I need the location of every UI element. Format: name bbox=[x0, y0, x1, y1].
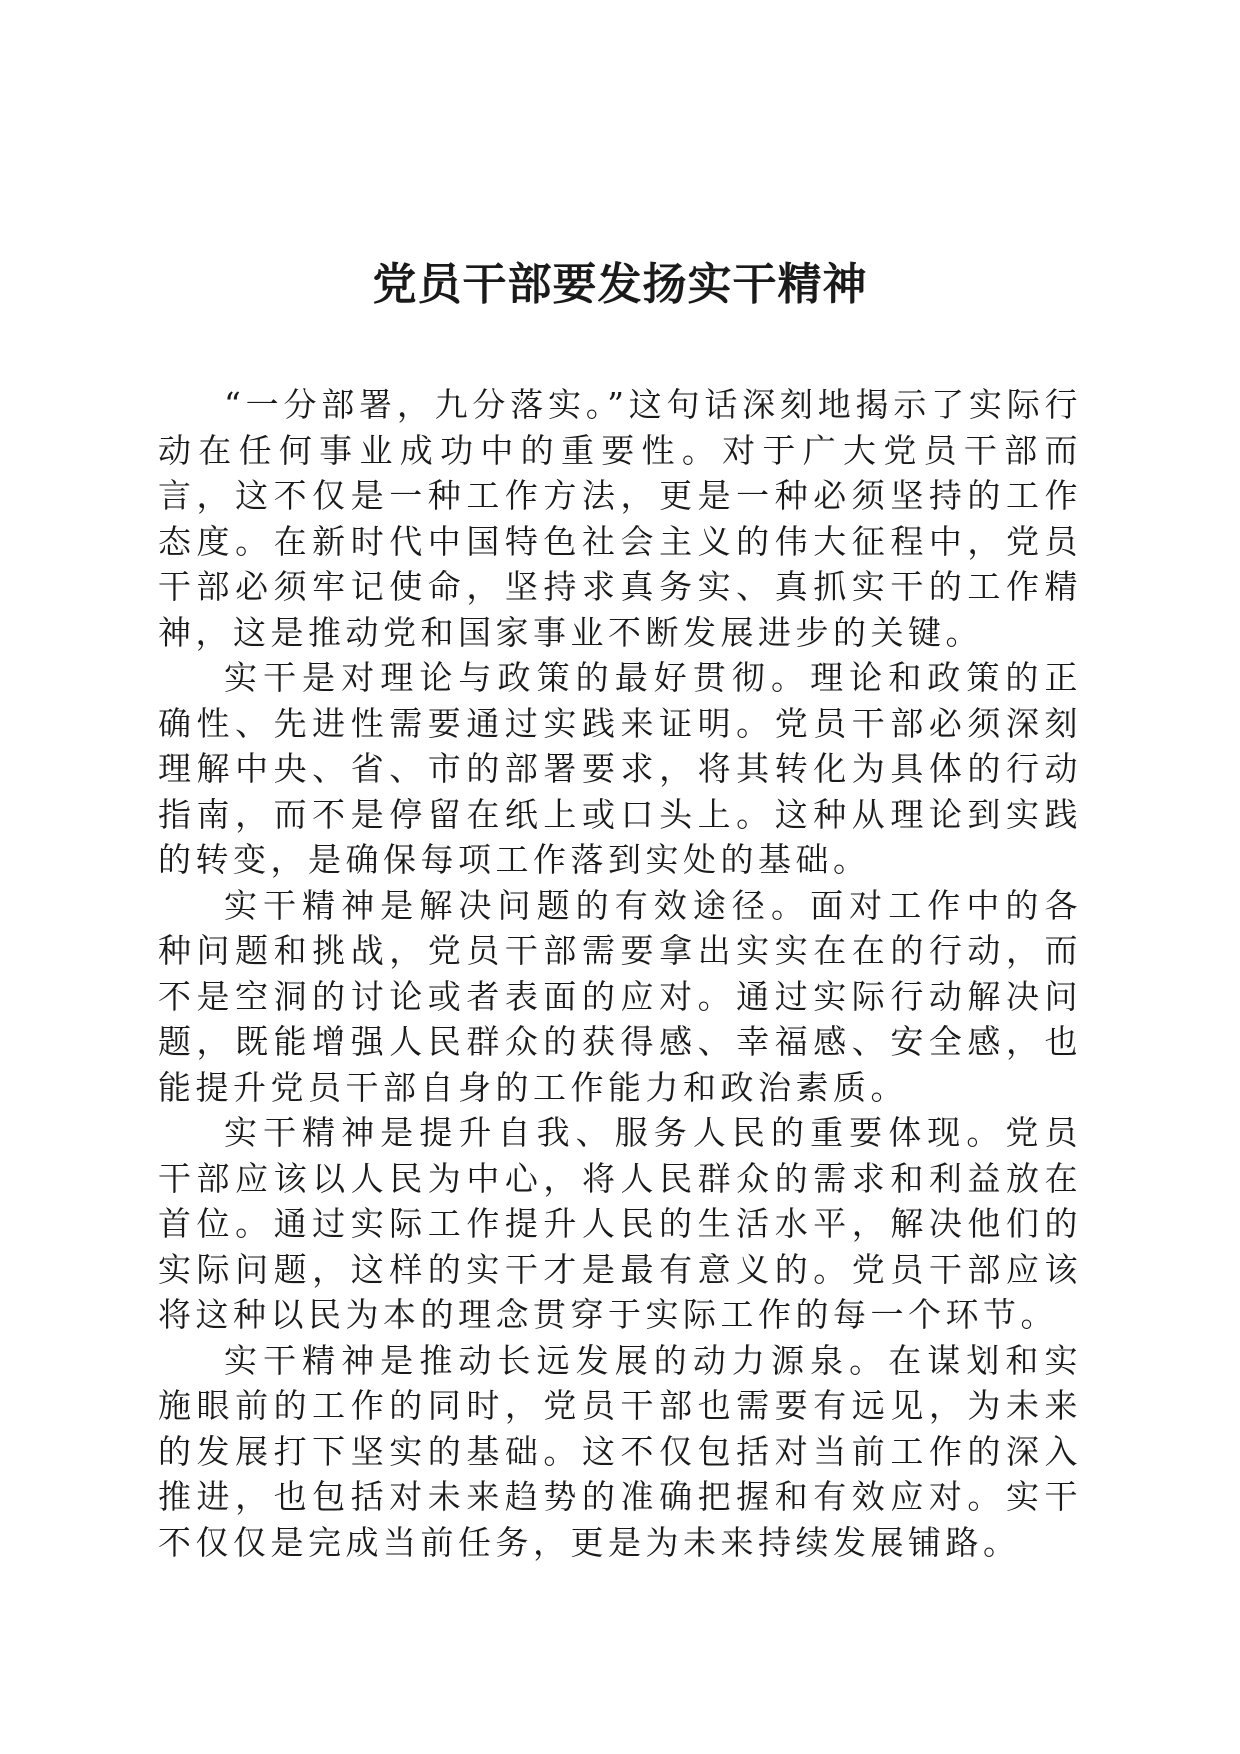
paragraph: “一分部署，九分落实。”这句话深刻地揭示了实际行动在任何事业成功中的重要性。对于广大党员干部而言，这不仅是一种工作方法，更是一种必须坚持的工作态度。在新时代中国特色社会主义的伟大征程中，党员干部必须牢记使命，坚持求真务实、真抓实干的工作精神，这是推动党和国家事业不断发展进步的关键。 bbox=[158, 385, 1082, 652]
paragraph: 实干是对理论与政策的最好贯彻。理论和政策的正确性、先进性需要通过实践来证明。党员干部必须深刻理解中央、省、市的部署要求，将其转化为具体的行动指南，而不是停留在纸上或口头上。这种从理论到实践的转变，是确保每项工作落到实处的基础。 bbox=[158, 658, 1082, 879]
document-title: 党员干部要发扬实干精神 bbox=[372, 259, 868, 310]
document-body bbox=[158, 382, 1082, 1565]
paragraph: 实干精神是提升自我、服务人民的重要体现。党员干部应该以人民为中心，将人民群众的需求和利益放在首位。通过实际工作提升人民的生活水平，解决他们的实际问题，这样的实干才是最有意义的。党员干部应该将这种以民为本的理念贯穿于实际工作的每一个环节。 bbox=[158, 1113, 1082, 1334]
paragraph: 实干精神是推动长远发展的动力源泉。在谋划和实施眼前的工作的同时，党员干部也需要有远见，为未来的发展打下坚实的基础。这不仅包括对当前工作的深入推进，也包括对未来趋势的准确把握和有效应对。实干不仅仅是完成当前任务，更是为未来持续发展铺路。 bbox=[158, 1340, 1082, 1562]
paragraph: 实干精神是解决问题的有效途径。面对工作中的各种问题和挑战，党员干部需要拿出实实在在的行动，而不是空洞的讨论或者表面的应对。通过实际行动解决问题，既能增强人民群众的获得感、幸福感、安全感，也能提升党员干部自身的工作能力和政治素质。 bbox=[158, 885, 1082, 1107]
